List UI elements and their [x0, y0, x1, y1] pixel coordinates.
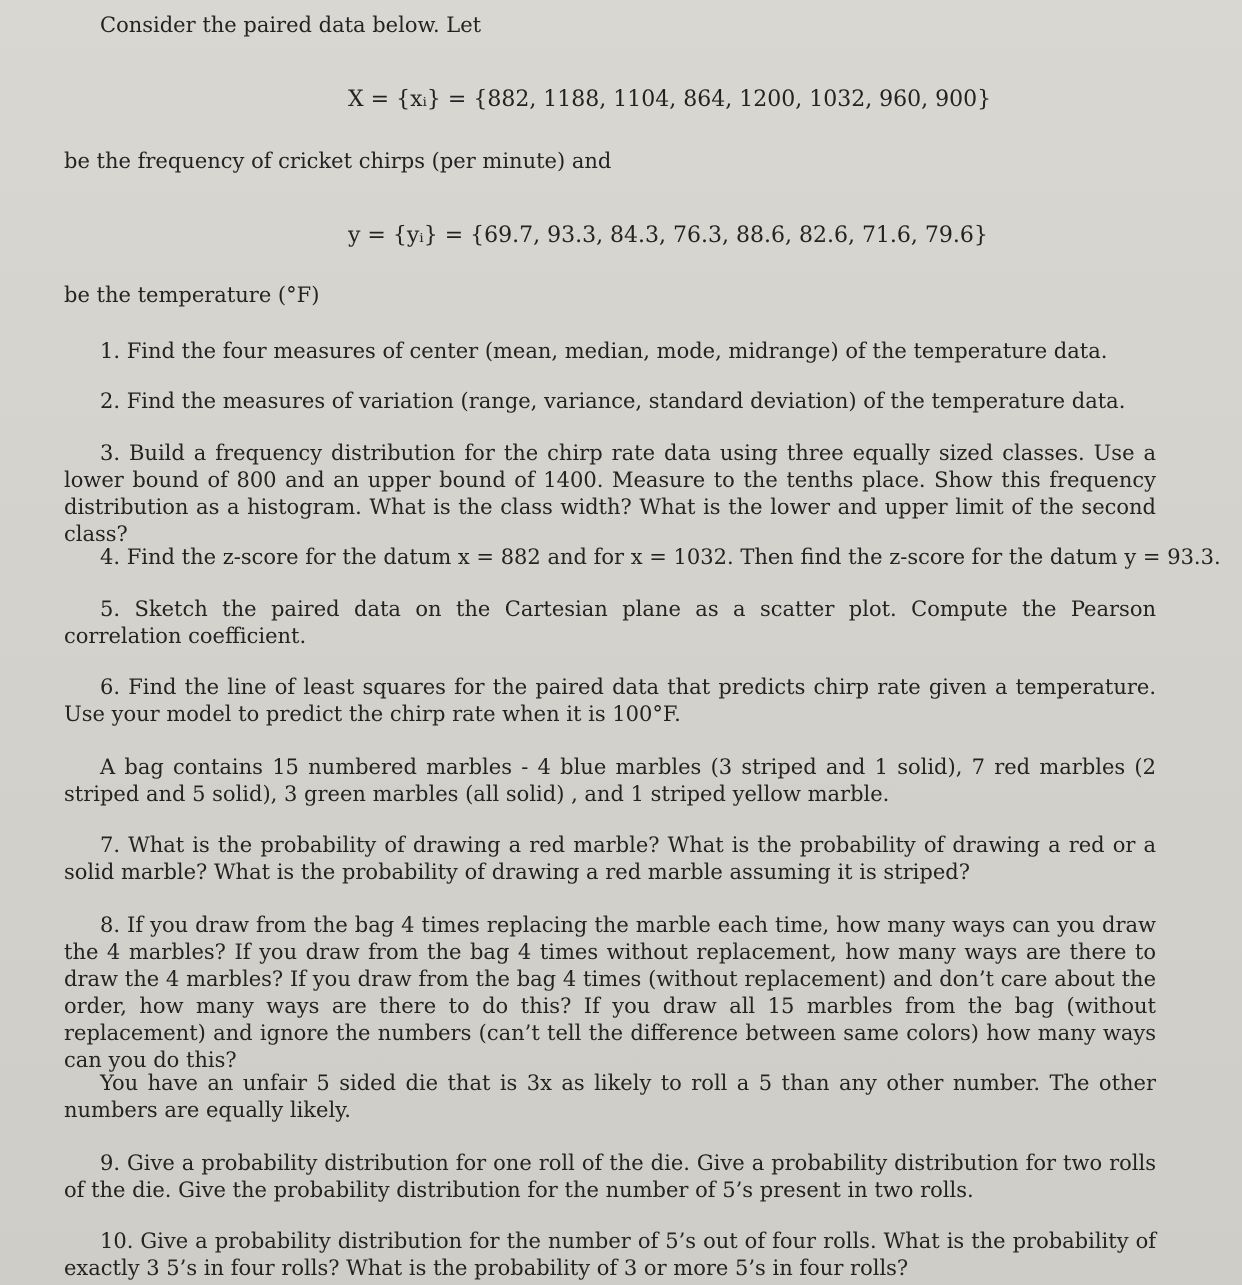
- question-6: 6. Find the line of least squares for the paired data that predicts chirp rate given a temperature. Use your model to predict the chirp rate when it is 100°F.: [64, 675, 1156, 726]
- question-8: 8. If you draw from the bag 4 times replacing the marble each time, how many ways can you draw the 4 marbles? If you draw from the bag 4 times without replacement, how many ways are there to draw the 4 marbles? If you draw from the bag 4 times (without replacement) and don’t care about the order, how many ways are there to do this? If you draw all 15 marbles from the bag (without replacement) and ignore the numbers (can’t tell the difference between same colors) how many ways can you do this?: [64, 913, 1156, 1072]
- die-intro: You have an unfair 5 sided die that is 3x as likely to roll a 5 than any other number. The other numbers are equally likely.: [64, 1071, 1156, 1122]
- question-2: 2. Find the measures of variation (range, variance, standard deviation) of the temperature data.: [100, 389, 1126, 413]
- question-1: 1. Find the four measures of center (mean, median, mode, midrange) of the temperature data.: [100, 339, 1108, 363]
- equation-x: X = {xᵢ} = {882, 1188, 1104, 864, 1200, 1032, 960, 900}: [348, 87, 992, 112]
- y-description: be the temperature (°F): [64, 283, 320, 307]
- question-3: 3. Build a frequency distribution for the chirp rate data using three equally sized classes. Use a lower bound of 800 and an upper bound of 1400. Measure to the tenths place. Show this frequency distribution as a histogram. What is the class width? What is the lower and upper limit of the second class?: [64, 441, 1156, 546]
- question-4: 4. Find the z-score for the datum x = 882 and for x = 1032. Then find the z-score for the datum y = 93.3.: [100, 545, 1221, 569]
- x-description: be the frequency of cricket chirps (per minute) and: [64, 149, 612, 173]
- intro-text: Consider the paired data below. Let: [100, 13, 482, 37]
- equation-y: y = {yᵢ} = {69.7, 93.3, 84.3, 76.3, 88.6, 82.6, 71.6, 79.6}: [348, 223, 988, 248]
- question-9: 9. Give a probability distribution for one roll of the die. Give a probability distribution for two rolls of the die. Give the probability distribution for the number of 5’s present in two rolls.: [64, 1151, 1156, 1202]
- question-5: 5. Sketch the paired data on the Cartesian plane as a scatter plot. Compute the Pearson correlation coefficient.: [64, 597, 1156, 648]
- marble-intro: A bag contains 15 numbered marbles - 4 blue marbles (3 striped and 1 solid), 7 red marbles (2 striped and 5 solid), 3 green marbles (all solid) , and 1 striped yellow marble.: [64, 755, 1156, 806]
- question-10: 10. Give a probability distribution for the number of 5’s out of four rolls. What is the probability of exactly 3 5’s in four rolls? What is the probability of 3 or more 5’s in four rolls?: [64, 1229, 1156, 1280]
- question-7: 7. What is the probability of drawing a red marble? What is the probability of drawing a red or a solid marble? What is the probability of drawing a red marble assuming it is striped?: [64, 833, 1156, 884]
